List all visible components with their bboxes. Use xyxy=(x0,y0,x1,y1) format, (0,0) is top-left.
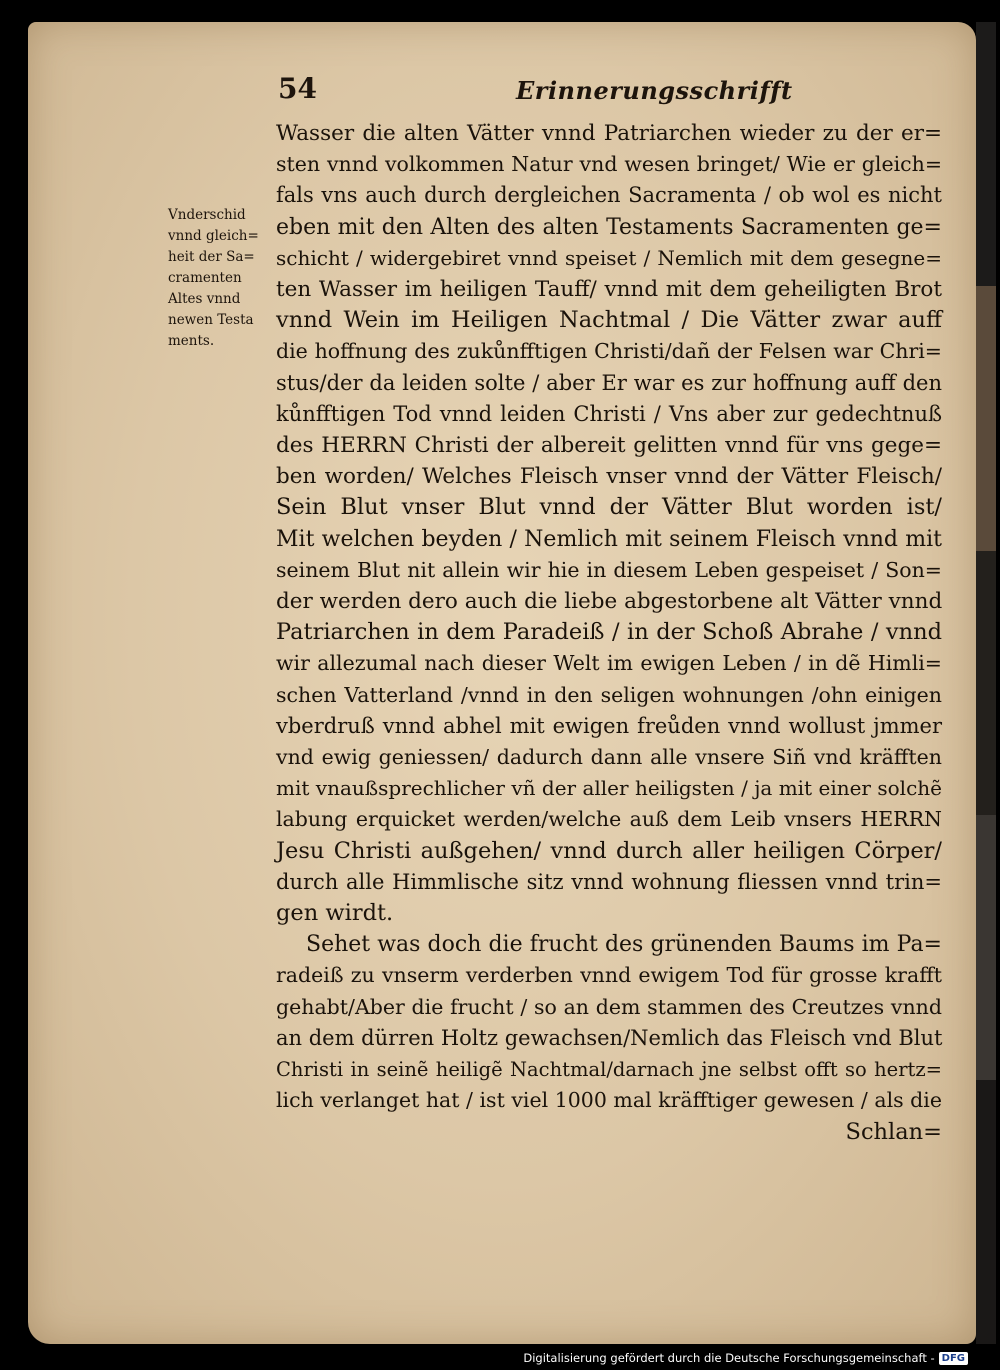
text-line: wir allezumal nach dieser Welt im ewigen Leben / in dẽ Himli= xyxy=(276,651,942,676)
text-line: mit vnaußsprechlicher vñ der aller heiligsten / ja mit einer solchẽ xyxy=(276,776,942,801)
marginal-note-line: vnnd gleich= xyxy=(168,228,259,244)
marginal-note-line: cramenten xyxy=(168,270,242,286)
text-line: vnnd Wein im Heiligen Nachtmal / Die Vätter zwar auff xyxy=(276,307,942,334)
text-line: Sehet was doch die frucht des grünenden Baums im Pa= xyxy=(306,932,942,958)
text-line: radeiß zu vnserm verderben vnnd ewigem Tod für grosse krafft xyxy=(276,963,942,988)
text-line: Mit welchen beyden / Nemlich mit seinem Fleisch vnnd mit xyxy=(276,526,942,552)
catchword: Schlan= xyxy=(845,1118,942,1145)
text-line: labung erquicket werden/welche auß dem Leib vnsers HERRN xyxy=(276,807,942,832)
marginal-note xyxy=(168,205,268,352)
text-line: schen Vatterland /vnnd in den seligen wohnungen /ohn einigen xyxy=(276,682,942,707)
color-calibration-strip xyxy=(976,22,996,1344)
text-line: ten Wasser im heiligen Tauff/ vnnd mit dem geheiligten Brot xyxy=(276,277,942,303)
text-line: eben mit den Alten des alten Testaments Sacramenten ge= xyxy=(276,214,942,240)
text-line: schicht / widergebiret vnnd speiset / Nemlich mit dem gesegne= xyxy=(276,245,942,270)
text-line: durch alle Himmlische sitz vnnd wohnung fliessen vnnd trin= xyxy=(276,869,942,894)
marginal-note-line: newen Testa xyxy=(168,312,254,328)
text-line: seinem Blut nit allein wir hie in diesem Leben gespeiset / Son= xyxy=(276,557,942,582)
body-text xyxy=(276,118,942,1148)
marginal-note-line: Altes vnnd xyxy=(168,291,241,307)
running-title: Erinnerungsschrifft xyxy=(516,76,793,105)
text-line: gen wirdt. xyxy=(276,900,394,927)
text-line: sten vnnd volkommen Natur vnd wesen bringet/ Wie er gleich= xyxy=(276,152,942,177)
running-head xyxy=(270,72,793,110)
marginal-note-line: heit der Sa= xyxy=(168,249,255,265)
text-line: Christi in seinẽ heiligẽ Nachtmal/darnach jne selbst offt so hertz= xyxy=(276,1058,942,1082)
text-line: kůnfftigen Tod vnnd leiden Christi / Vns aber zur gedechtnuß xyxy=(276,401,942,426)
text-line: fals vns auch durch dergleichen Sacramenta / ob wol es nicht xyxy=(276,183,942,208)
text-line: vberdruß vnnd abhel mit ewigen freůden vnnd wollust jmmer xyxy=(276,713,942,738)
text-line: vnd ewig geniessen/ dadurch dann alle vnsere Siñ vnd kräfften xyxy=(276,745,942,770)
dfg-logo: DFG xyxy=(939,1352,968,1365)
marginal-note-line: ments. xyxy=(168,333,215,349)
digitization-footer xyxy=(523,1346,968,1370)
text-line: Jesu Christi außgehen/ vnnd durch aller heiligen Cörper/ xyxy=(276,837,942,864)
marginal-note-line: Vnderschid xyxy=(168,207,246,223)
text-line: gehabt/Aber die frucht / so an dem stammen des Creutzes vnnd xyxy=(276,994,942,1019)
text-line: Patriarchen in dem Paradeiß / in der Schoß Abrahe / vnnd xyxy=(276,619,942,646)
text-line: Wasser die alten Vätter vnnd Patriarchen wieder zu der er= xyxy=(276,121,942,146)
text-line: des HERRN Christi der albereit gelitten vnnd für vns gege= xyxy=(276,433,942,459)
text-line: an dem dürren Holtz gewachsen/Nemlich das Fleisch vnd Blut xyxy=(276,1025,943,1050)
text-line: lich verlanget hat / ist viel 1000 mal kräfftiger gewesen / als die xyxy=(276,1088,942,1113)
text-line: ben worden/ Welches Fleisch vnser vnnd der Vätter Fleisch/ xyxy=(276,464,942,490)
page-number: 54 xyxy=(278,72,317,105)
text-line: stus/der da leiden solte / aber Er war es zur hoffnung auff den xyxy=(276,370,942,395)
footer-text: Digitalisierung gefördert durch die Deutsche Forschungsgemeinschaft - xyxy=(523,1351,935,1365)
text-line: der werden dero auch die liebe abgestorbene alt Vätter vnnd xyxy=(276,589,943,615)
text-line: die hoffnung des zukůnfftigen Christi/dañ der Felsen war Chri= xyxy=(276,339,942,364)
text-line: Sein Blut vnser Blut vnnd der Vätter Blut worden ist/ xyxy=(276,494,942,521)
